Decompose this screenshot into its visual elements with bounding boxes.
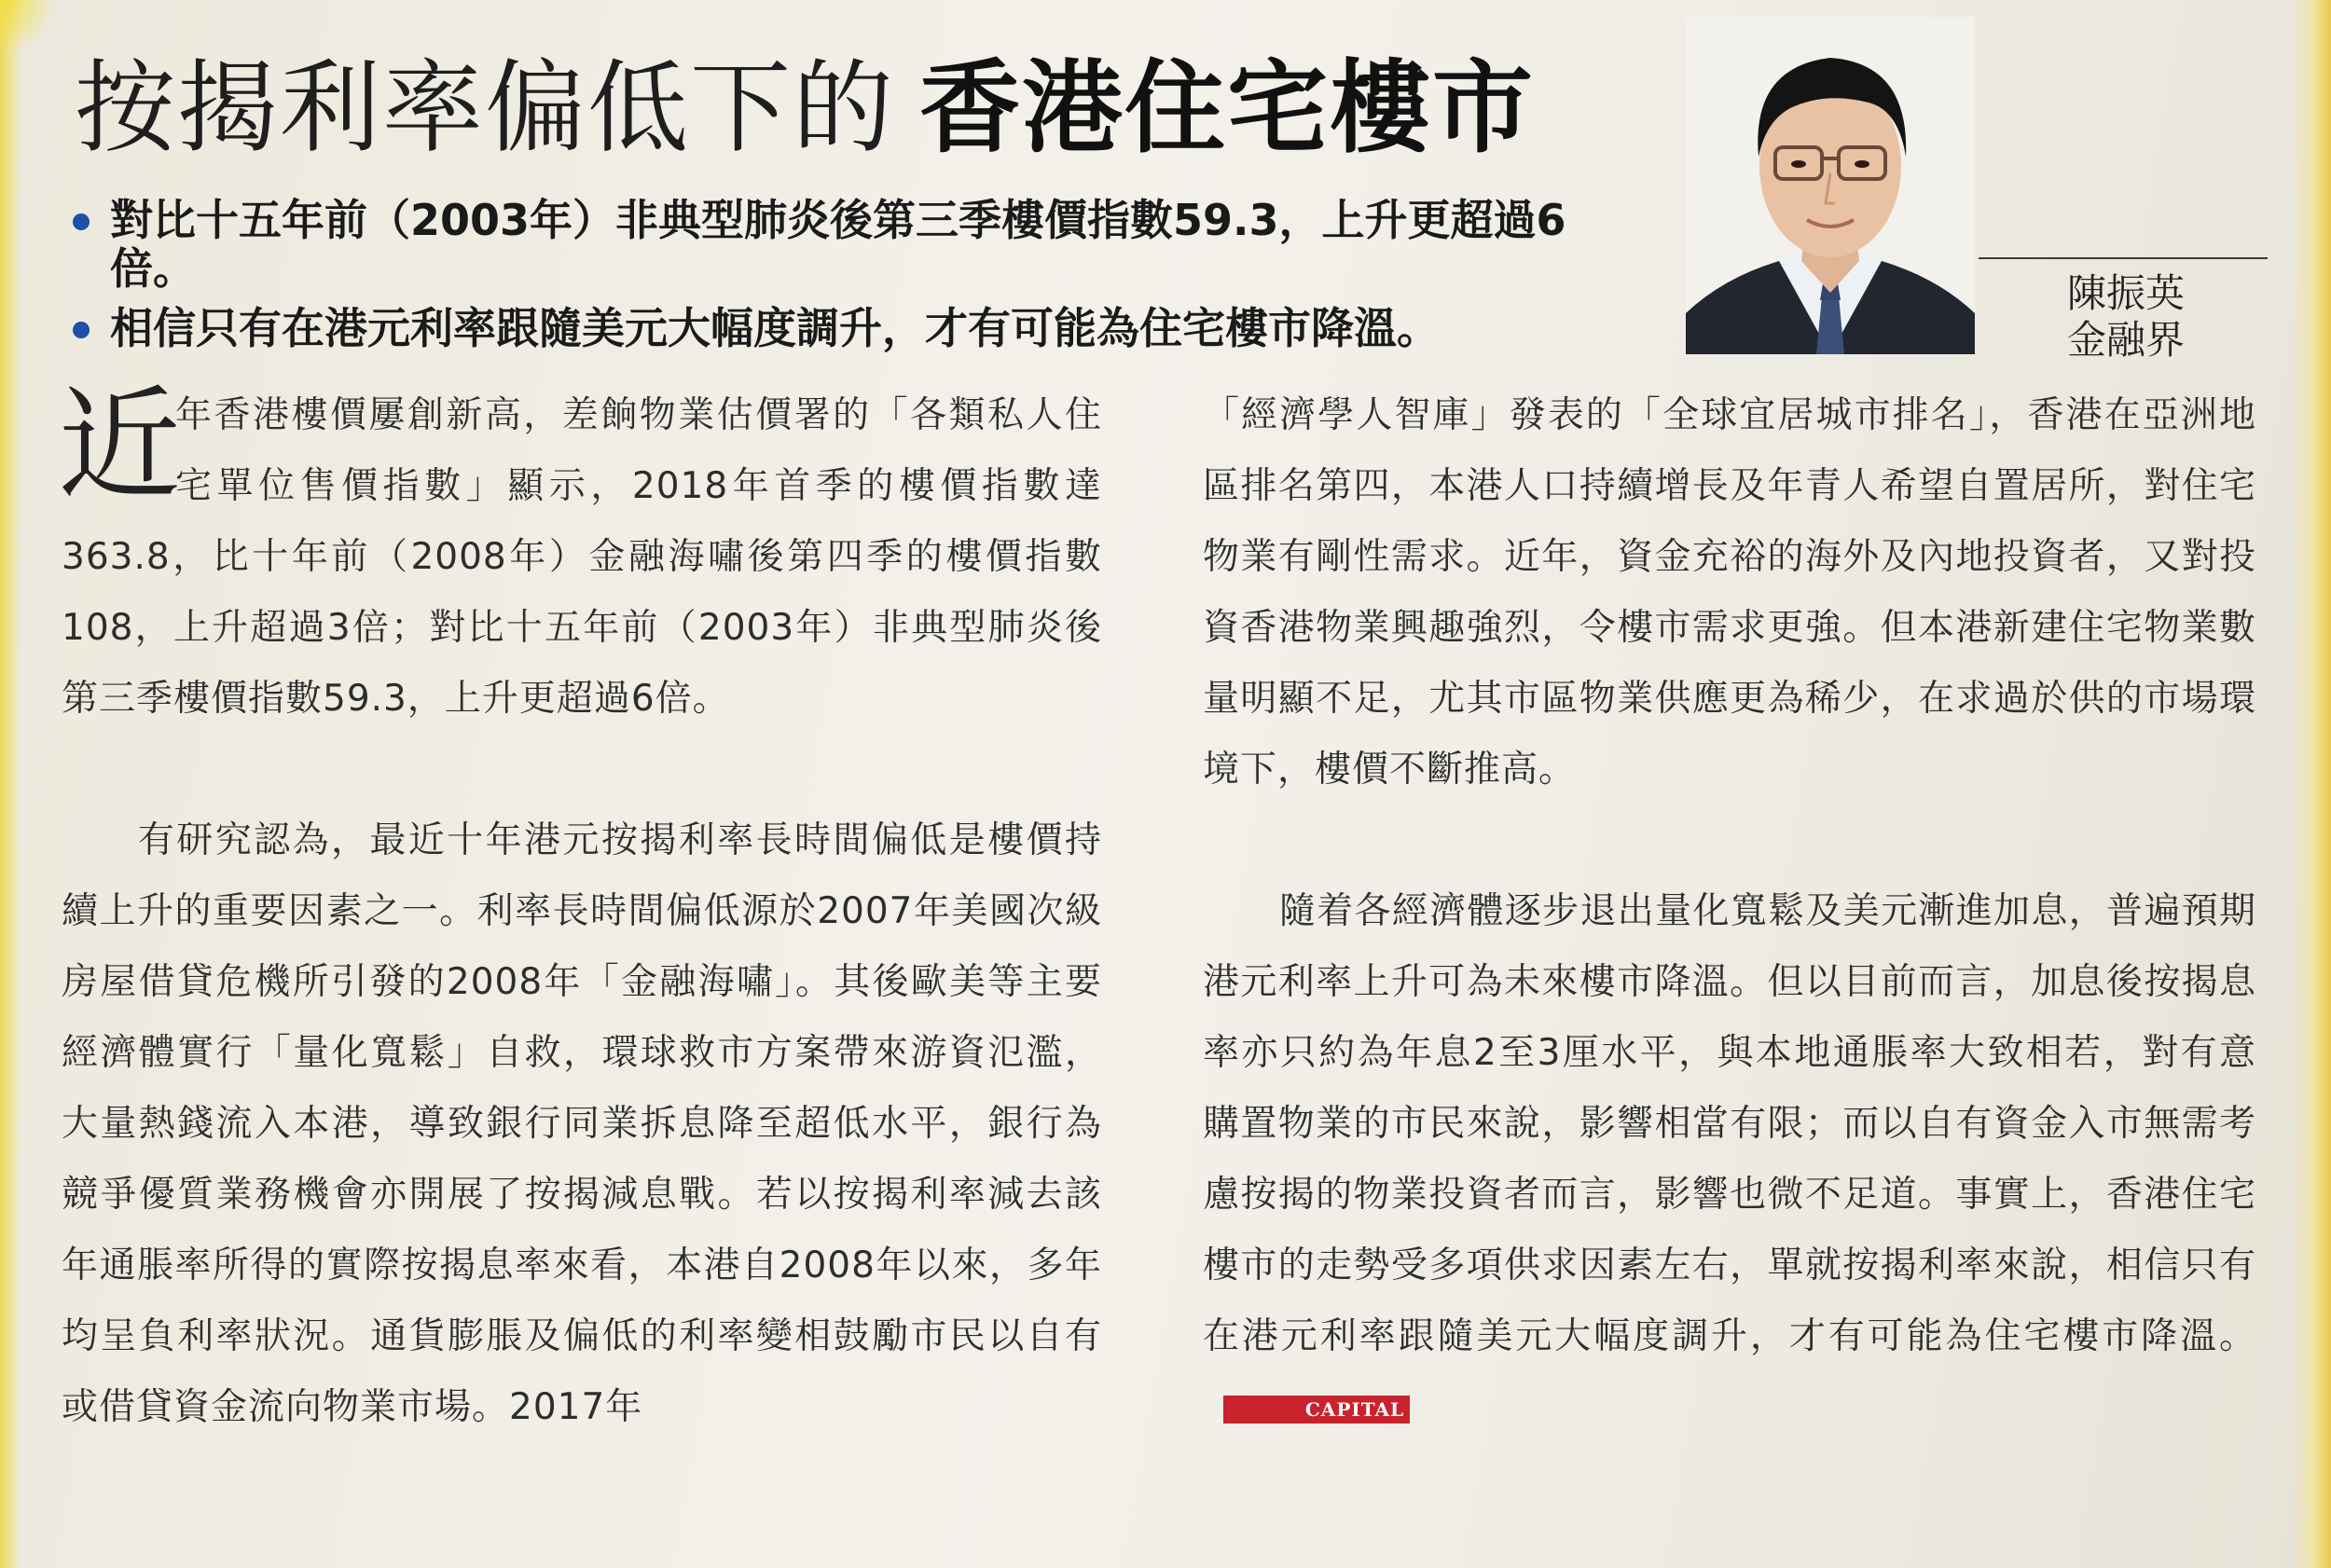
headline-bold: 香港住宅樓市: [919, 50, 1536, 167]
summary-bullets: [67, 196, 1596, 364]
paragraph-gap: [1203, 805, 2256, 876]
summary-bullet: [67, 304, 1596, 352]
capital-logo-icon: CAPITAL: [1223, 1396, 1410, 1424]
article-column-left: [58, 374, 1102, 1443]
article-paragraph: [58, 374, 1102, 735]
page-edge-left: [0, 0, 21, 1568]
page-corner: [0, 0, 56, 56]
author-title: 金融界: [2066, 317, 2185, 363]
bullet-dot-icon: [73, 322, 90, 338]
article-paragraph: [1203, 876, 2256, 1443]
article-column-right: [1203, 380, 2256, 1443]
author-byline: [1995, 270, 2256, 364]
author-photo: [1686, 17, 1975, 354]
author-portrait-icon: [1686, 17, 1975, 354]
article-paragraph: 「經濟學人智庫」發表的「全球宜居城市排名」，香港在亞洲地區排名第四，本港人口持續增長及年青人希望自置居所，對住宅物業有剛性需求。近年，資金充裕的海外及內地投資者，又對投資香港物業興趣強烈，令樓市需求更強。但本港新建住宅物業數量明顯不足，尤其市區物業供應更為稀少，在求過於供的市場環境下，樓價不斷推高。: [1203, 394, 2256, 791]
bullet-dot-icon: [73, 213, 90, 230]
paragraph-gap: [62, 735, 1102, 805]
bullet-text: 相信只有在港元利率跟隨美元大幅度調升，才有可能為住宅樓市降溫。: [110, 303, 1440, 353]
article-headline: [75, 48, 1535, 170]
summary-bullet: [67, 196, 1596, 293]
article-paragraph: 有研究認為，最近十年港元按揭利率長時間偏低是樓價持續上升的重要因素之一。利率長時間偏低源於2007年美國次級房屋借貸危機所引發的2008年「金融海嘯」。其後歐美等主要經濟體實行「量化寬鬆」自救，環球救市方案帶來游資氾濫，大量熱錢流入本港，導致銀行同業拆息降至超低水平，銀行為競爭優質業務機會亦開展了按揭減息戰。若以按揭利率減去該年通脹率所得的實際按揭息率來看，本港自2008年以來，多年均呈負利率狀況。通貨膨脹及偏低的利率變相鼓勵市民以自有或借貸資金流向物業市場。2017年: [62, 819, 1102, 1428]
paragraph-text: 年香港樓價屢創新高，差餉物業估價署的「各類私人住宅單位售價指數」顯示，2018年首季的樓價指數達363.8，比十年前（2008年）金融海嘯後第四季的樓價指數108，上升超過3倍；對比十五年前（2003年）非典型肺炎後第三季樓價指數59.3，上升更超過6倍。: [62, 394, 1102, 720]
page-edge-right: [2294, 0, 2331, 1568]
headline-regular: 按揭利率偏低下的: [75, 50, 896, 167]
paragraph-text: 隨着各經濟體逐步退出量化寬鬆及美元漸進加息，普遍預期港元利率上升可為未來樓市降溫。但以目前而言，加息後按揭息率亦只約為年息2至3厘水平，與本地通脹率大致相若，對有意購置物業的市民來說，影響相當有限；而以自有資金入市無需考慮按揭的物業投資者而言，影響也微不足道。事實上，香港住宅樓市的走勢受多項供求因素左右，單就按揭利率來說，相信只有在港元利率跟隨美元大幅度調升，才有可能為住宅樓市降溫。: [1203, 890, 2256, 1357]
author-name: 陳振英: [2066, 270, 2185, 316]
drop-cap: 近: [58, 374, 182, 517]
author-divider: [1979, 257, 2268, 259]
bullet-text: 對比十五年前（2003年）非典型肺炎後第三季樓價指數59.3，上升更超過6倍。: [110, 195, 1566, 294]
